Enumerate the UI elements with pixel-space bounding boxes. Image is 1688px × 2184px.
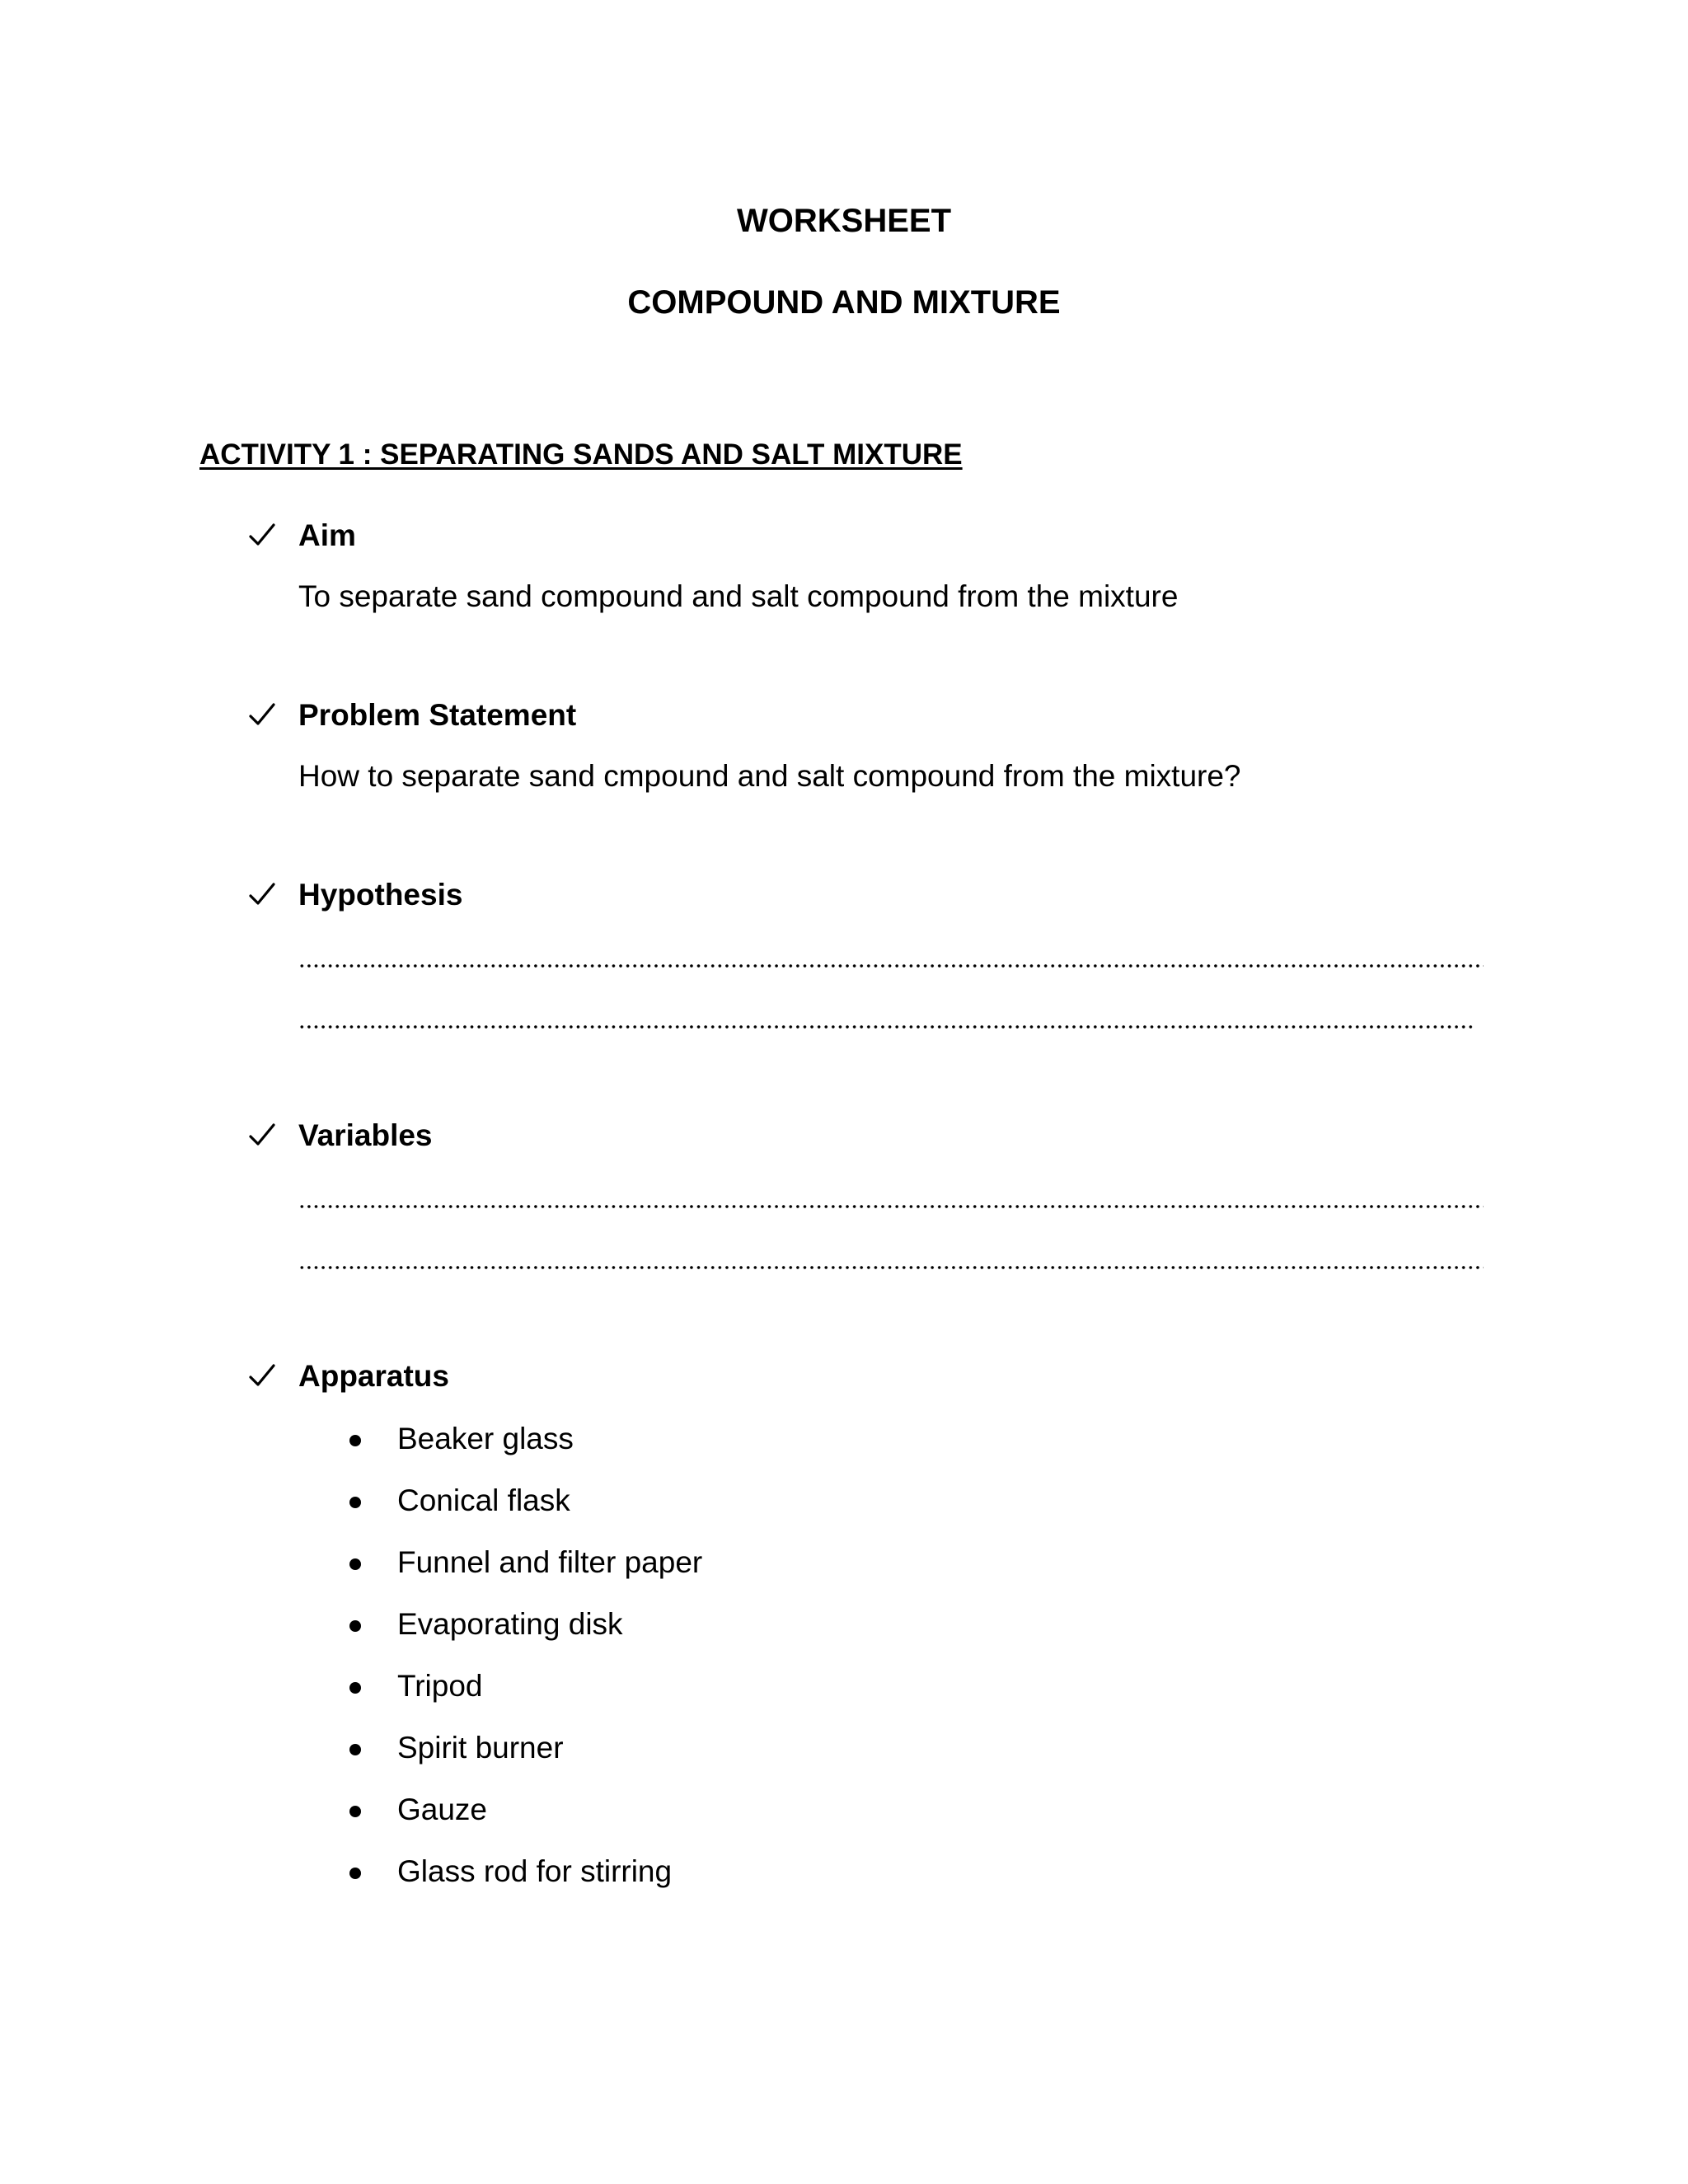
variables-answer-line-2[interactable] [298, 1264, 1484, 1271]
list-item [0, 1544, 989, 1586]
check-icon [247, 1361, 277, 1391]
hypothesis-heading: Hypothesis [298, 878, 463, 912]
worksheet-subtitle: COMPOUND AND MIXTURE [627, 284, 1061, 321]
bullet-icon [349, 1435, 361, 1446]
check-icon [247, 1121, 277, 1151]
apparatus-item-label: Spirit burner [397, 1731, 564, 1765]
aim-text: To separate sand compound and salt compound from the mixture [298, 579, 1179, 613]
hypothesis-answer-line-1[interactable] [298, 963, 1484, 969]
bullet-icon [349, 1497, 361, 1508]
variables-heading: Variables [298, 1118, 433, 1152]
worksheet-title: WORKSHEET [737, 203, 951, 239]
bullet-icon [349, 1868, 361, 1879]
list-item [0, 1421, 989, 1462]
apparatus-item-label: Beaker glass [397, 1422, 574, 1455]
list-item [0, 1668, 989, 1709]
apparatus-item-label: Funnel and filter paper [397, 1545, 703, 1579]
apparatus-item-label: Glass rod for stirring [397, 1854, 673, 1888]
apparatus-item-label: Gauze [397, 1793, 488, 1826]
bullet-icon [349, 1744, 361, 1755]
activity-heading: ACTIVITY 1 : SEPARATING SANDS AND SALT MIXTURE [199, 438, 963, 471]
hypothesis-answer-line-2[interactable] [298, 1024, 1475, 1030]
list-item [0, 1854, 989, 1895]
problem-statement-heading: Problem Statement [298, 698, 577, 732]
list-item [0, 1730, 989, 1771]
check-icon [247, 701, 277, 730]
apparatus-item-label: Tripod [397, 1669, 483, 1703]
apparatus-item-label: Conical flask [397, 1483, 570, 1517]
bullet-icon [349, 1558, 361, 1570]
apparatus-heading: Apparatus [298, 1359, 449, 1393]
apparatus-item-label: Evaporating disk [397, 1607, 623, 1641]
variables-answer-line-1[interactable] [298, 1203, 1484, 1210]
list-item [0, 1792, 989, 1833]
bullet-icon [349, 1682, 361, 1694]
aim-heading: Aim [298, 518, 356, 552]
problem-statement-text: How to separate sand cmpound and salt compound from the mixture? [298, 759, 1241, 793]
check-icon [247, 521, 277, 551]
list-item [0, 1606, 989, 1647]
bullet-icon [349, 1620, 361, 1632]
list-item [0, 1483, 989, 1524]
bullet-icon [349, 1806, 361, 1817]
check-icon [247, 880, 277, 910]
